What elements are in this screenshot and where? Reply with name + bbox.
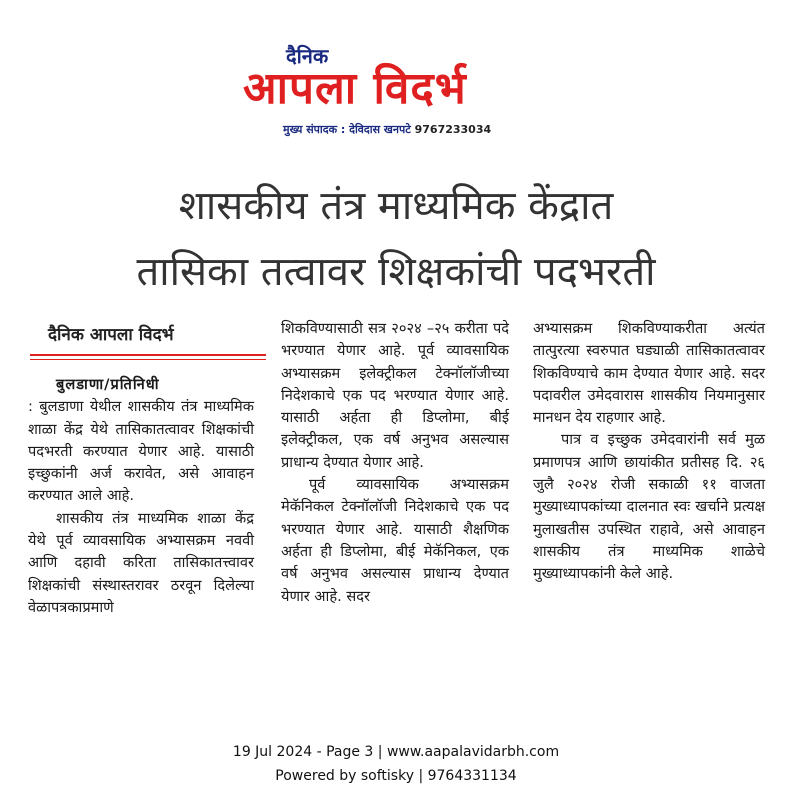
article-column-1: [28, 374, 254, 619]
col1-paragraph-2: शासकीय तंत्र माध्यमिक शाळा केंद्र येथे पूर्व व्यावसायिक अभ्यासक्रम नववी आणि दहावी करिता तासिकातत्त्वावर शिक्षकांची संस्थास्तरावर ठरवून दिलेल्या वेळापत्रकाप्रमाणे: [28, 509, 254, 616]
article-column-3: [533, 318, 765, 586]
footer-powered-by: Powered by softisky | 9764331134: [275, 768, 517, 784]
dateline: बुलडाणा/प्रतिनिधी: [56, 376, 160, 393]
editor-label: मुख्य संपादक : देविदास खनपटे: [283, 123, 411, 136]
article-brand: दैनिक आपला विदर्भ: [48, 325, 174, 345]
col2-paragraph-1: शिकविण्यासाठी सत्र २०२४ –२५ करीता पदे भरण्यात येणार आहे. पूर्व व्यावसायिक अभ्यासक्रम इलेक्ट्रीकल टेक्नॉलॉजीच्या निदेशकाचे एक पद भरण्यात येणार आहे. यासाठी अर्हता ही डिप्लोमा, बीई इलेक्ट्रीकल, एक वर्ष अनुभव असल्यास प्राधान्य देण्यात येणार आहे.: [281, 320, 509, 471]
col3-paragraph-2: पात्र व इच्छुक उमेदवारांनी सर्व मुळ प्रमाणपत्र आणि छायांकीत प्रतीसह दि. २६ जुलै २०२४ रोजी सकाळी ११ वाजता मुख्याध्यापकांच्या दालनात स्वः खर्चाने प्रत्यक्ष मुलाखतीस उपस्थित राहावे, असे आवाहन शासकीय तंत्र माध्यमिक शाळेचे मुख्याध्यापकांनी केले आहे.: [533, 431, 765, 583]
brand-rule-top: [30, 354, 266, 356]
col1-paragraph-1: : बुलडाणा येथील शासकीय तंत्र माध्यमिक शाळा केंद्र येथे तासिकातत्वावर शिक्षकांची पदभरती करण्यात येणार आहे. यासाठी इच्छुकांनी अर्ज करावेत, असे आवाहन करण्यात आले आहे.: [28, 398, 254, 505]
masthead-title: आपला विदर्भ: [243, 63, 467, 114]
headline-line-2: तासिका तत्वावर शिक्षकांची पदभरती: [136, 249, 656, 295]
col2-paragraph-2: पूर्व व्यावसायिक अभ्यासक्रम मेकॅनिकल टेक्नॉलॉजी निदेशकाचे एक पद भरण्यात येणार आहे. यासाठी शैक्षणिक अर्हता ही डिप्लोमा, बीई मेकॅनिकल, एक वर्ष अनुभव असल्यास प्राधान्य देण्यात येणार आहे. सदर: [281, 476, 509, 605]
masthead-daily-label: दैनिक: [286, 44, 329, 68]
editor-phone: 9767233034: [414, 123, 492, 136]
col3-paragraph-1: अभ्यासक्रम शिकविण्याकरीता अत्यंत तात्पुरत्या स्वरुपात घड्याळी तासिकातत्वावर शिकविण्याचे काम देण्यात येणार आहे. सदर पदावरील उमेदवारास शासकीय नियमानुसार मानधन देय राहणार आहे.: [533, 320, 765, 427]
footer-date-page: 19 Jul 2024 - Page 3 | www.aapalavidarbh.com: [232, 744, 560, 760]
article-column-2: [281, 318, 509, 608]
headline-line-1: शासकीय तंत्र माध्यमिक केंद्रात: [178, 183, 614, 229]
brand-rule-bottom: [30, 359, 266, 360]
masthead: [0, 0, 792, 150]
masthead-editor: [283, 122, 491, 137]
